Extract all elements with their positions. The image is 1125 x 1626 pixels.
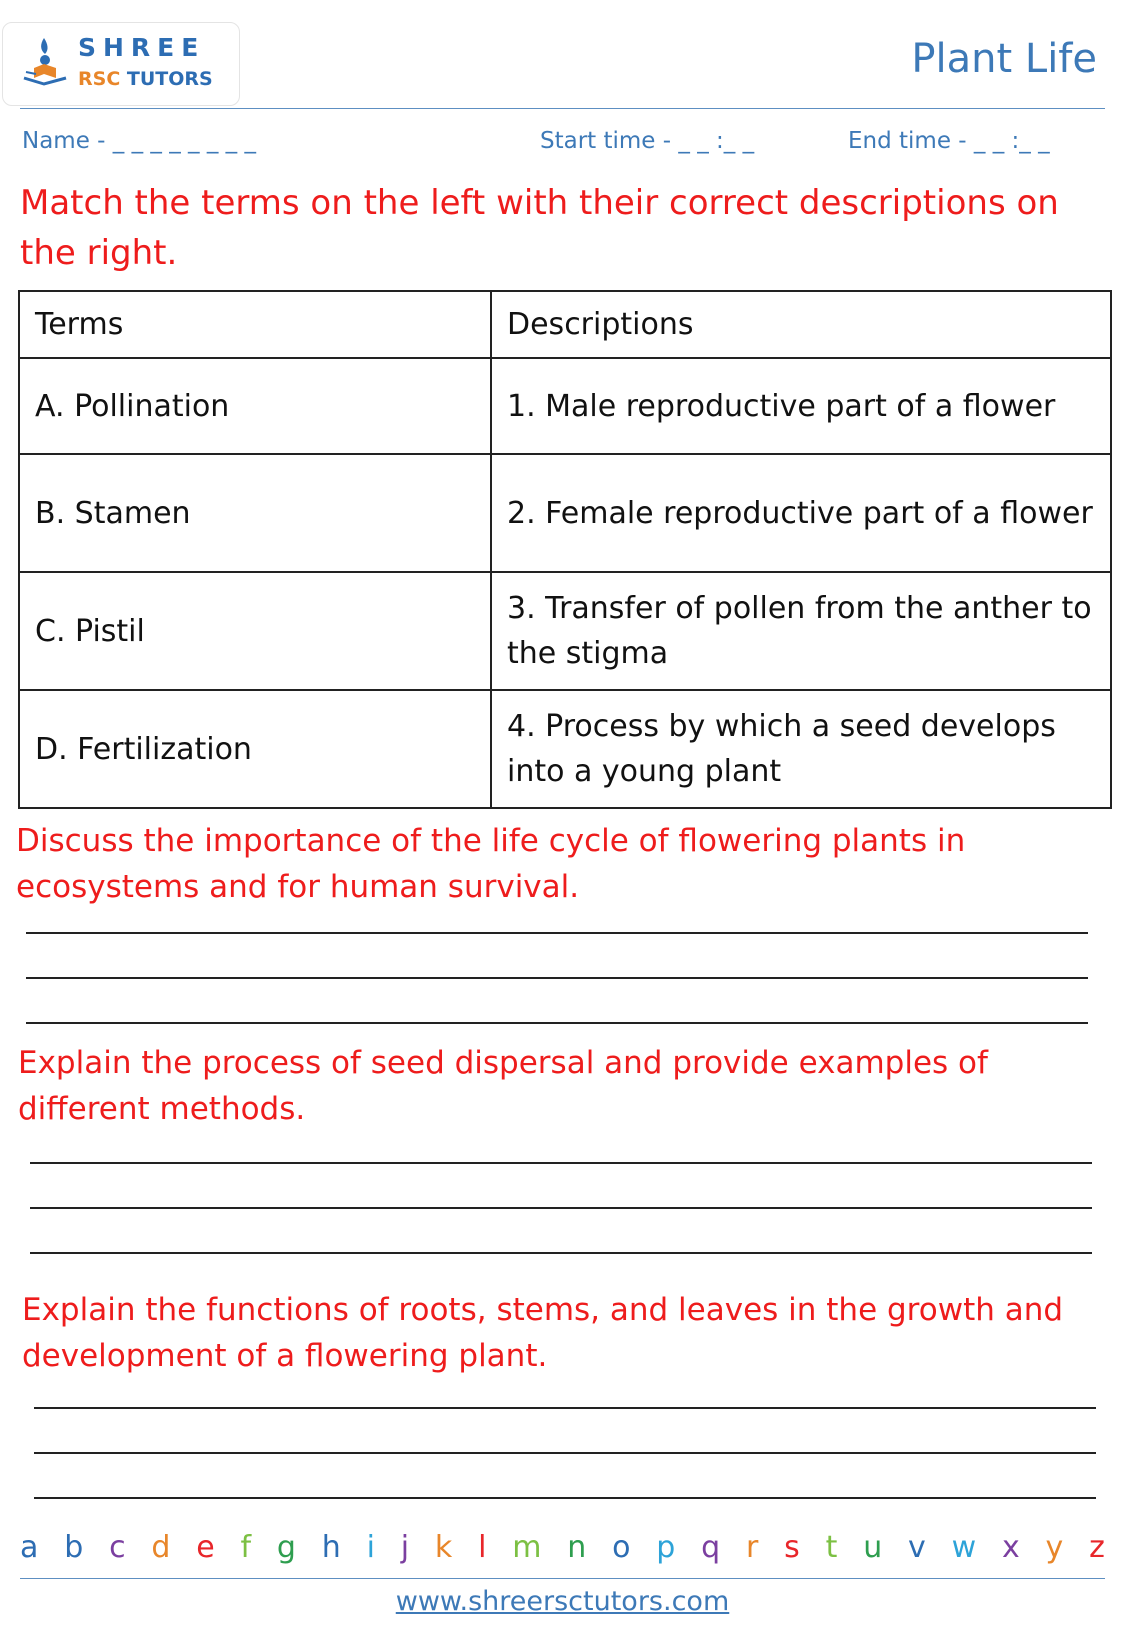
question-1: Discuss the importance of the life cycle of flowering plants in ecosystems and for human survival. [16, 823, 966, 905]
description-cell: 2. Female reproductive part of a flower [491, 454, 1111, 572]
match-instruction: Match the terms on the left with their correct descriptions on the right. [20, 183, 1059, 273]
answer-line[interactable] [30, 1252, 1092, 1254]
answer-line[interactable] [34, 1407, 1096, 1409]
description-cell: 3. Transfer of pollen from the anther to the stigma [491, 572, 1111, 690]
worksheet-title: Plant Life [911, 36, 1097, 82]
alphabet-letter: l [478, 1530, 487, 1565]
answer-line[interactable] [26, 977, 1088, 979]
alphabet-letter: t [825, 1530, 838, 1565]
alphabet-letter: j [400, 1530, 410, 1565]
answer-line[interactable] [30, 1162, 1092, 1164]
answer-line[interactable] [34, 1452, 1096, 1454]
alphabet-letter: q [701, 1530, 721, 1565]
alphabet-letter: h [321, 1530, 341, 1565]
table-row [19, 572, 1111, 690]
alphabet-letter: m [512, 1530, 542, 1565]
table-header-row [19, 291, 1111, 358]
alphabet-letter: v [908, 1530, 926, 1565]
table-row [19, 358, 1111, 454]
answer-line[interactable] [26, 1022, 1088, 1024]
term-cell: D. Fertilization [19, 690, 491, 808]
start-time-label: Start time - _ _ :_ _ [540, 128, 755, 154]
description-cell: 1. Male reproductive part of a flower [491, 358, 1111, 454]
alphabet-letter: z [1089, 1530, 1105, 1565]
header-terms: Terms [19, 291, 491, 358]
alphabet-letter: y [1045, 1530, 1064, 1565]
alphabet-letter: u [863, 1530, 883, 1565]
alphabet-letter: w [951, 1530, 977, 1565]
end-time-label: End time - _ _ :_ _ [848, 128, 1050, 154]
alphabet-letter: p [656, 1530, 676, 1565]
header-divider [20, 108, 1105, 109]
header-descriptions: Descriptions [491, 291, 1111, 358]
name-field-label: Name - _ _ _ _ _ _ _ _ [22, 128, 256, 154]
alphabet-letter: f [240, 1530, 252, 1565]
logo-text-tutors: TUTORS [126, 68, 213, 90]
alphabet-letter: n [567, 1530, 587, 1565]
answer-line[interactable] [26, 932, 1088, 934]
website-link[interactable]: www.shreersctutors.com [395, 1586, 730, 1617]
matching-table [18, 290, 1112, 809]
term-cell: B. Stamen [19, 454, 491, 572]
alphabet-letter: e [196, 1530, 215, 1565]
logo-text-shree: SHREE [78, 33, 206, 62]
logo-text-rsc: RSC [78, 68, 121, 90]
alphabet-letter: b [64, 1530, 84, 1565]
alphabet-strip [20, 1530, 1105, 1565]
table-row [19, 454, 1111, 572]
question-3: Explain the functions of roots, stems, and leaves in the growth and development of a flowering plant. [22, 1292, 1064, 1374]
alphabet-letter: d [151, 1530, 171, 1565]
alphabet-letter: o [612, 1530, 631, 1565]
description-cell: 4. Process by which a seed develops into a young plant [491, 690, 1111, 808]
logo-reader-icon [20, 34, 70, 90]
alphabet-letter: s [784, 1530, 800, 1565]
table-row [19, 690, 1111, 808]
alphabet-letter: c [109, 1530, 126, 1565]
alphabet-letter: a [20, 1530, 39, 1565]
alphabet-letter: g [276, 1530, 296, 1565]
alphabet-letter: k [434, 1530, 453, 1565]
term-cell: C. Pistil [19, 572, 491, 690]
logo-text-rsc-tutors [78, 68, 213, 90]
alphabet-letter: i [366, 1530, 375, 1565]
term-cell: A. Pollination [19, 358, 491, 454]
question-2: Explain the process of seed dispersal and provide examples of different methods. [18, 1045, 988, 1127]
footer-divider [20, 1578, 1105, 1579]
answer-line[interactable] [34, 1497, 1096, 1499]
alphabet-letter: r [746, 1530, 759, 1565]
answer-line[interactable] [30, 1207, 1092, 1209]
alphabet-letter: x [1001, 1530, 1020, 1565]
